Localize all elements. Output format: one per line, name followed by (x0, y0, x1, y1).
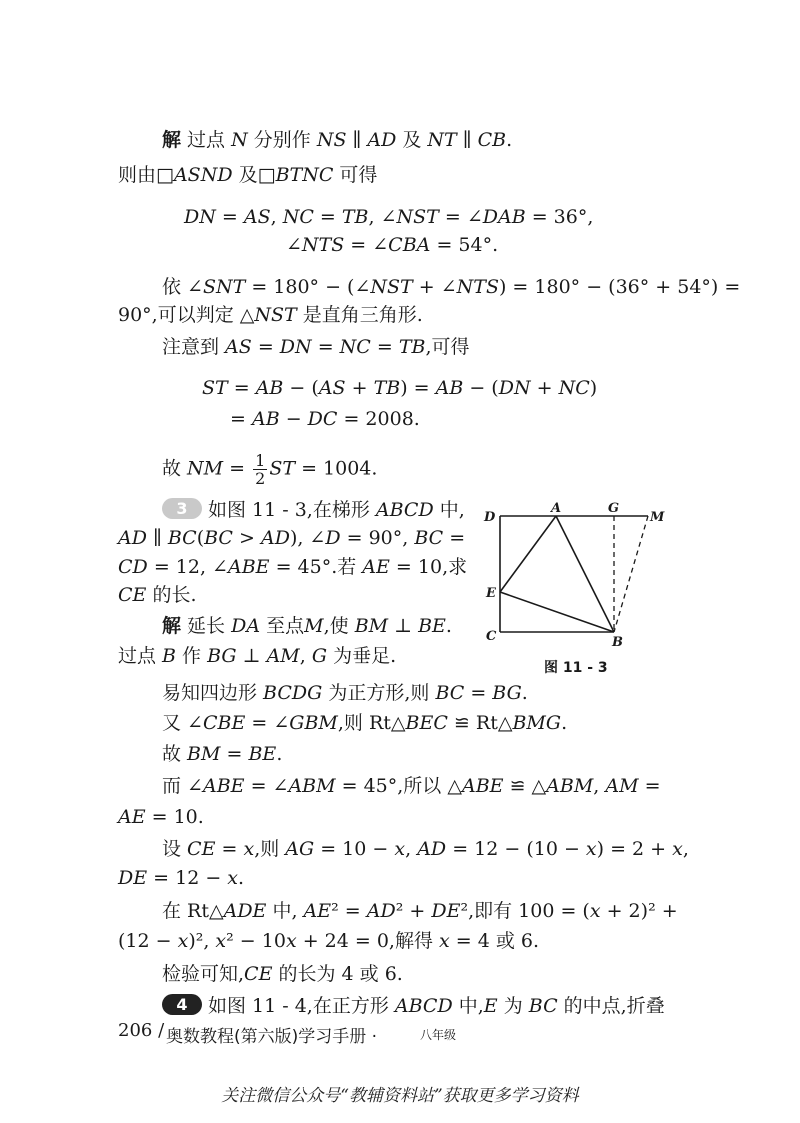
math-symbol: DC (307, 408, 338, 430)
math-symbol: NC (282, 206, 314, 228)
solution-label: 解 (162, 129, 182, 151)
text-line (118, 554, 467, 580)
math-symbol: ABM (288, 775, 336, 797)
math-symbol: ST (202, 377, 228, 399)
math-symbol: CE (244, 963, 273, 985)
text-run: 为正方形,则 (322, 682, 436, 704)
math-symbol: AS (225, 336, 252, 358)
text-run: = 36°, (525, 206, 594, 228)
text-run: + (530, 377, 559, 399)
text-run: = (220, 743, 249, 765)
math-symbol: BM (187, 743, 221, 765)
text-run: 分别作 (247, 129, 317, 151)
text-run: . (561, 712, 568, 734)
text-run: ≌ △ (503, 775, 547, 797)
text-run: , (593, 775, 606, 797)
text-run: ,使 (323, 615, 355, 637)
text-run: = (464, 682, 493, 704)
text-run: − (279, 408, 308, 430)
text-run: 易知四边形 (162, 682, 264, 704)
math-symbol: BMG (512, 712, 562, 734)
math-symbol: NST (254, 304, 297, 326)
math-symbol: CE (118, 584, 147, 606)
text-run: 故 (162, 743, 188, 765)
text-run: ) = 2 + (596, 838, 673, 860)
text-line (230, 406, 420, 432)
text-run: . (276, 743, 283, 765)
text-run: 延长 (181, 615, 232, 637)
text-line (184, 204, 593, 230)
text-run: 及 (396, 129, 428, 151)
book-title: 奥数教程(第六版)学习手册 · (166, 1027, 378, 1047)
math-symbol: DE (431, 900, 461, 922)
text-run: 设 (162, 838, 188, 860)
math-symbol: NT (427, 129, 457, 151)
text-run: 过点 (181, 129, 232, 151)
text-line (162, 127, 512, 153)
math-symbol: DN (279, 336, 312, 358)
math-symbol: ABE (461, 775, 504, 797)
fraction-numerator: 1 (255, 451, 266, 470)
math-symbol: x (672, 838, 683, 860)
text-run: 如图 11 - 3,在梯形 (208, 499, 376, 521)
text-run: − ( (463, 377, 499, 399)
text-run: ) = (400, 377, 436, 399)
text-run: 作 (176, 645, 208, 667)
math-symbol: DE (118, 867, 148, 889)
math-symbol: NTS (301, 234, 345, 256)
math-symbol: AS (318, 377, 346, 399)
math-symbol: AD (118, 527, 147, 549)
text-run: 是直角三角形. (296, 304, 423, 326)
text-line (162, 334, 470, 360)
text-run: = (370, 336, 399, 358)
text-run: + (345, 377, 374, 399)
grade-label: 八年级 (420, 1028, 457, 1042)
text-run: > (232, 527, 261, 549)
math-symbol: NM (187, 457, 224, 480)
text-line (118, 928, 539, 954)
text-run: = 90°, (340, 527, 415, 549)
text-run: ∥ (146, 527, 168, 549)
text-run: = (223, 457, 252, 480)
text-run: , (270, 206, 283, 228)
text-run: = 180° − (∠ (245, 276, 371, 298)
math-symbol: ADE (223, 900, 267, 922)
text-run: 可得 (333, 164, 378, 186)
text-run: = 54°. (430, 234, 499, 256)
math-symbol: x (215, 930, 227, 952)
solution-label: 解 (162, 615, 182, 637)
math-symbol: AE (362, 556, 390, 578)
text-run: 如图 11 - 4,在正方形 (208, 995, 395, 1017)
math-symbol: TB (373, 377, 401, 399)
math-symbol: NTS (456, 276, 499, 298)
text-line (162, 773, 661, 799)
trapezoid-diagram (478, 494, 698, 654)
figure-caption: 图 11 - 3 (544, 660, 608, 676)
text-run: ⊥ (236, 645, 267, 667)
text-run: ( (196, 527, 205, 549)
math-symbol: AB (251, 408, 280, 430)
text-run: = (251, 336, 280, 358)
fraction (253, 452, 267, 487)
text-run: 至点 (260, 615, 305, 637)
line-MB (614, 516, 648, 632)
problem-number-badge: 4 (162, 994, 202, 1015)
text-line (286, 232, 498, 258)
math-symbol: DN (498, 377, 531, 399)
math-symbol: G (311, 645, 328, 667)
text-run: 及□ (232, 164, 276, 186)
math-symbol: DA (231, 615, 261, 637)
line-AE (500, 516, 556, 592)
text-run: ⊥ (388, 615, 419, 637)
math-symbol: AM (266, 645, 300, 667)
math-symbol: ABCD (394, 995, 453, 1017)
text-run: 过点 (118, 645, 163, 667)
label-B: B (612, 635, 623, 650)
text-run: 在 Rt△ (162, 900, 224, 922)
math-symbol: BEC (405, 712, 448, 734)
math-symbol: BTNC (275, 164, 334, 186)
text-line (118, 162, 377, 188)
text-line (162, 993, 665, 1019)
text-run: = 10. (145, 806, 204, 828)
text-line (162, 836, 689, 862)
text-line (118, 525, 465, 551)
text-run: 的长. (146, 584, 197, 606)
text-run: = 45°,所以 △ (335, 775, 462, 797)
text-run: ∥ (456, 129, 478, 151)
text-run: = (215, 206, 244, 228)
math-symbol: AB (435, 377, 464, 399)
math-symbol: TB (398, 336, 426, 358)
math-symbol: DAB (482, 206, 526, 228)
math-symbol: x (439, 930, 450, 952)
math-symbol: GBM (289, 712, 338, 734)
math-symbol: D (325, 527, 341, 549)
math-symbol: CD (118, 556, 148, 578)
text-line (162, 710, 567, 736)
text-run: , (405, 838, 418, 860)
text-run: = 12 − (10 − (446, 838, 586, 860)
problem-number-badge: 3 (162, 498, 202, 519)
text-run: ∠ (286, 234, 302, 256)
math-symbol: NC (339, 336, 371, 358)
text-run: = (230, 408, 252, 430)
text-line (162, 680, 528, 706)
math-symbol: BC (435, 682, 465, 704)
math-symbol: BE (248, 743, 277, 765)
text-run: . (445, 615, 452, 637)
text-line (118, 582, 197, 608)
math-symbol: BE (418, 615, 446, 637)
math-symbol: BC (414, 527, 444, 549)
text-run: = ∠ (438, 206, 483, 228)
math-symbol: x (585, 838, 597, 860)
math-symbol: ABE (202, 775, 245, 797)
math-symbol: N (231, 129, 248, 151)
math-symbol: SNT (202, 276, 246, 298)
text-run: = (215, 838, 244, 860)
math-symbol: BC (528, 995, 558, 1017)
math-symbol: AM (605, 775, 639, 797)
text-run: + ∠ (412, 276, 457, 298)
math-symbol: x (177, 930, 189, 952)
text-line (118, 643, 396, 669)
label-A: A (551, 501, 562, 516)
text-run: ) = 180° − (36° + 54°) = (498, 276, 741, 298)
text-run: = (443, 527, 466, 549)
math-symbol: CBA (388, 234, 431, 256)
text-run: = ∠ (244, 775, 289, 797)
text-run: 则由□ (118, 164, 174, 186)
text-run: = 2008. (337, 408, 420, 430)
math-symbol: AD (366, 900, 396, 922)
math-symbol: NS (316, 129, 347, 151)
math-symbol: NST (396, 206, 439, 228)
text-run: 检验可知, (162, 963, 245, 985)
text-run: ,可得 (425, 336, 470, 358)
text-run: + 24 = 0,解得 (296, 930, 439, 952)
text-run: = 12 − (147, 867, 228, 889)
text-run: 中, (452, 995, 484, 1017)
text-run: . (238, 867, 245, 889)
text-run: 为垂足. (327, 645, 397, 667)
text-run: , (682, 838, 689, 860)
math-symbol: ABCD (375, 499, 434, 521)
math-symbol: CE (187, 838, 216, 860)
text-run: = 45°.若 (269, 556, 363, 578)
text-line (162, 741, 282, 767)
math-symbol: CB (477, 129, 507, 151)
text-run: 的长为 4 或 6. (272, 963, 403, 985)
text-run: . (506, 129, 513, 151)
math-symbol: BM (354, 615, 389, 637)
fraction-denominator: 2 (255, 469, 266, 488)
text-run: = 4 或 6. (449, 930, 540, 952)
math-symbol: AG (285, 838, 315, 860)
text-run: = ∠ (245, 712, 290, 734)
math-symbol: CBE (202, 712, 246, 734)
label-D: D (484, 510, 496, 525)
math-symbol: x (227, 867, 239, 889)
math-symbol: DN (184, 206, 216, 228)
math-symbol: NST (370, 276, 413, 298)
text-run: )², (188, 930, 216, 952)
text-line (162, 497, 465, 523)
label-C: C (486, 629, 497, 644)
text-run: = 10 − (314, 838, 395, 860)
text-run: = 10,求 (389, 556, 468, 578)
math-symbol: BG (207, 645, 237, 667)
text-run: 依 ∠ (162, 276, 203, 298)
text-run: 又 ∠ (162, 712, 203, 734)
text-run: 注意到 (162, 336, 226, 358)
text-run: 而 ∠ (162, 775, 203, 797)
page-number: 206 / (118, 1020, 165, 1041)
math-symbol: AE (303, 900, 332, 922)
text-line (118, 804, 204, 830)
math-symbol: AE (118, 806, 146, 828)
text-line (118, 302, 423, 328)
text-run: ²,即有 100 = ( (460, 900, 590, 922)
text-run: − ( (283, 377, 319, 399)
text-run: = 12, ∠ (147, 556, 228, 578)
text-run: = ∠ (344, 234, 389, 256)
text-run: ∥ (346, 129, 368, 151)
text-run: 故 (162, 457, 188, 480)
label-G: G (608, 501, 620, 516)
text-run: 90°,可以判定 △ (118, 304, 255, 326)
math-symbol: ASND (173, 164, 233, 186)
text-run: ,则 Rt△ (337, 712, 406, 734)
math-symbol: x (285, 930, 297, 952)
text-run: ) (589, 377, 598, 399)
label-M: M (650, 510, 665, 525)
math-symbol: ABE (227, 556, 270, 578)
text-line (202, 375, 597, 401)
math-symbol: ABM (546, 775, 594, 797)
math-symbol: AS (243, 206, 271, 228)
text-run: . (521, 682, 528, 704)
math-symbol: x (589, 900, 601, 922)
math-symbol: ST (269, 457, 296, 480)
math-symbol: AD (260, 527, 290, 549)
text-run: 中, (266, 900, 304, 922)
text-run: (12 − (118, 930, 178, 952)
text-run: ² − 10 (226, 930, 286, 952)
text-run: = (311, 336, 340, 358)
text-line (162, 898, 678, 924)
text-run: = (313, 206, 342, 228)
math-symbol: AD (417, 838, 447, 860)
watermark-text: 关注微信公众号“教辅资料站”获取更多学习资料 (221, 1086, 579, 1106)
math-symbol: x (394, 838, 406, 860)
text-run: = (638, 775, 661, 797)
text-run: ² + (395, 900, 432, 922)
math-symbol: B (162, 645, 177, 667)
text-line (162, 274, 740, 300)
math-symbol: BG (492, 682, 522, 704)
math-symbol: TB (341, 206, 369, 228)
math-symbol: AD (367, 129, 397, 151)
text-run: , ∠ (368, 206, 397, 228)
text-line (118, 865, 244, 891)
label-E: E (486, 586, 496, 601)
text-run: ² = (331, 900, 367, 922)
math-symbol: AB (255, 377, 284, 399)
math-symbol: NC (558, 377, 590, 399)
math-symbol: BCDG (263, 682, 323, 704)
text-run: = (227, 377, 256, 399)
text-run: 中, (433, 499, 465, 521)
text-line (162, 452, 377, 487)
text-run: ), ∠ (289, 527, 326, 549)
text-run: ,则 (254, 838, 286, 860)
text-run: = 1004. (295, 457, 378, 480)
math-symbol: BC (167, 527, 197, 549)
text-run: 为 (497, 995, 529, 1017)
text-run: 的中点,折叠 (557, 995, 665, 1017)
text-run: ≌ Rt△ (447, 712, 513, 734)
math-symbol: x (243, 838, 255, 860)
text-line (162, 613, 452, 639)
math-symbol: E (483, 995, 498, 1017)
math-symbol: M (304, 615, 324, 637)
math-symbol: BC (204, 527, 233, 549)
text-run: , (299, 645, 312, 667)
text-line (162, 961, 403, 987)
text-run: + 2)² + (600, 900, 678, 922)
